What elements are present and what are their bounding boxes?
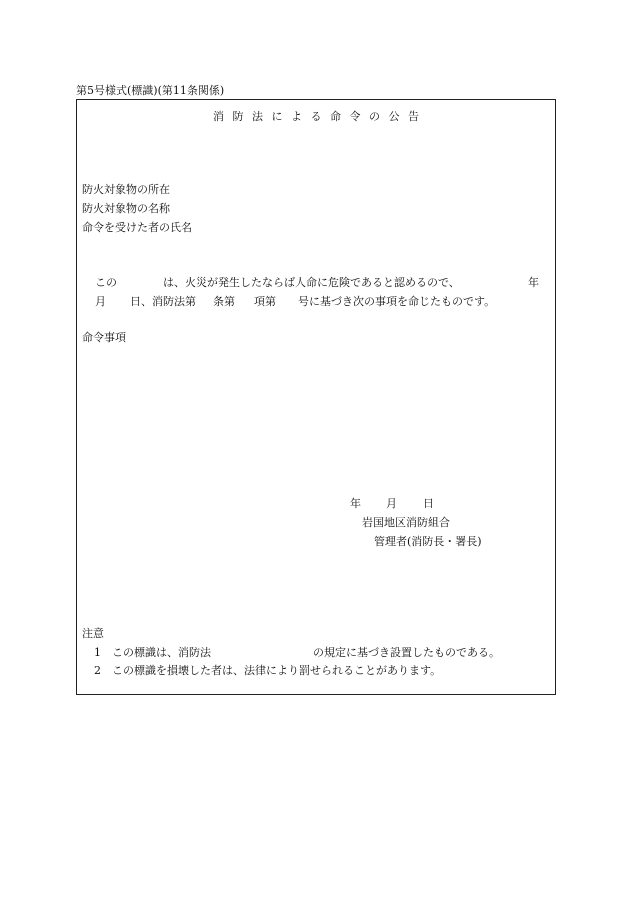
body-line2-paragraph: 項第: [254, 295, 276, 308]
body-line2-month: 月: [95, 295, 106, 308]
order-items-label: 命令事項: [82, 331, 126, 344]
signature-administrator: 管理者(消防長・署長): [374, 535, 482, 548]
notes-heading: 注意: [82, 627, 104, 640]
field-name-label: 防火対象物の名称: [82, 202, 170, 215]
note-2-text: この標識を損壊した者は、法律により罰せられることがあります。: [112, 664, 442, 677]
note-1-text-b: の規定に基づき設置したものである。: [313, 646, 500, 659]
body-line1-b: は、火災が発生したならば人命に危険であると認めるので、: [163, 276, 460, 289]
field-location-label: 防火対象物の所在: [82, 183, 170, 196]
note-1-text-a: この標識は、消防法: [112, 646, 211, 659]
body-line1-a: この: [95, 276, 117, 289]
body-line2-end: 号に基づき次の事項を命じたものです。: [298, 295, 496, 308]
field-recipient-label: 命令を受けた者の氏名: [82, 221, 192, 234]
body-line2-article: 条第: [213, 295, 235, 308]
signature-month: 月: [386, 497, 397, 510]
note-2-number: 2: [94, 664, 101, 677]
signature-year: 年: [350, 497, 361, 510]
body-line1-year: 年: [528, 276, 539, 289]
form-number-label: 第5号様式(標識)(第11条関係): [76, 84, 225, 97]
signature-day: 日: [423, 497, 434, 510]
body-line2-day: 日、消防法第: [130, 295, 196, 308]
signature-organization: 岩国地区消防組合: [362, 516, 450, 529]
notice-title: 消防法による命令の公告: [213, 110, 428, 123]
note-1-number: 1: [94, 646, 101, 659]
